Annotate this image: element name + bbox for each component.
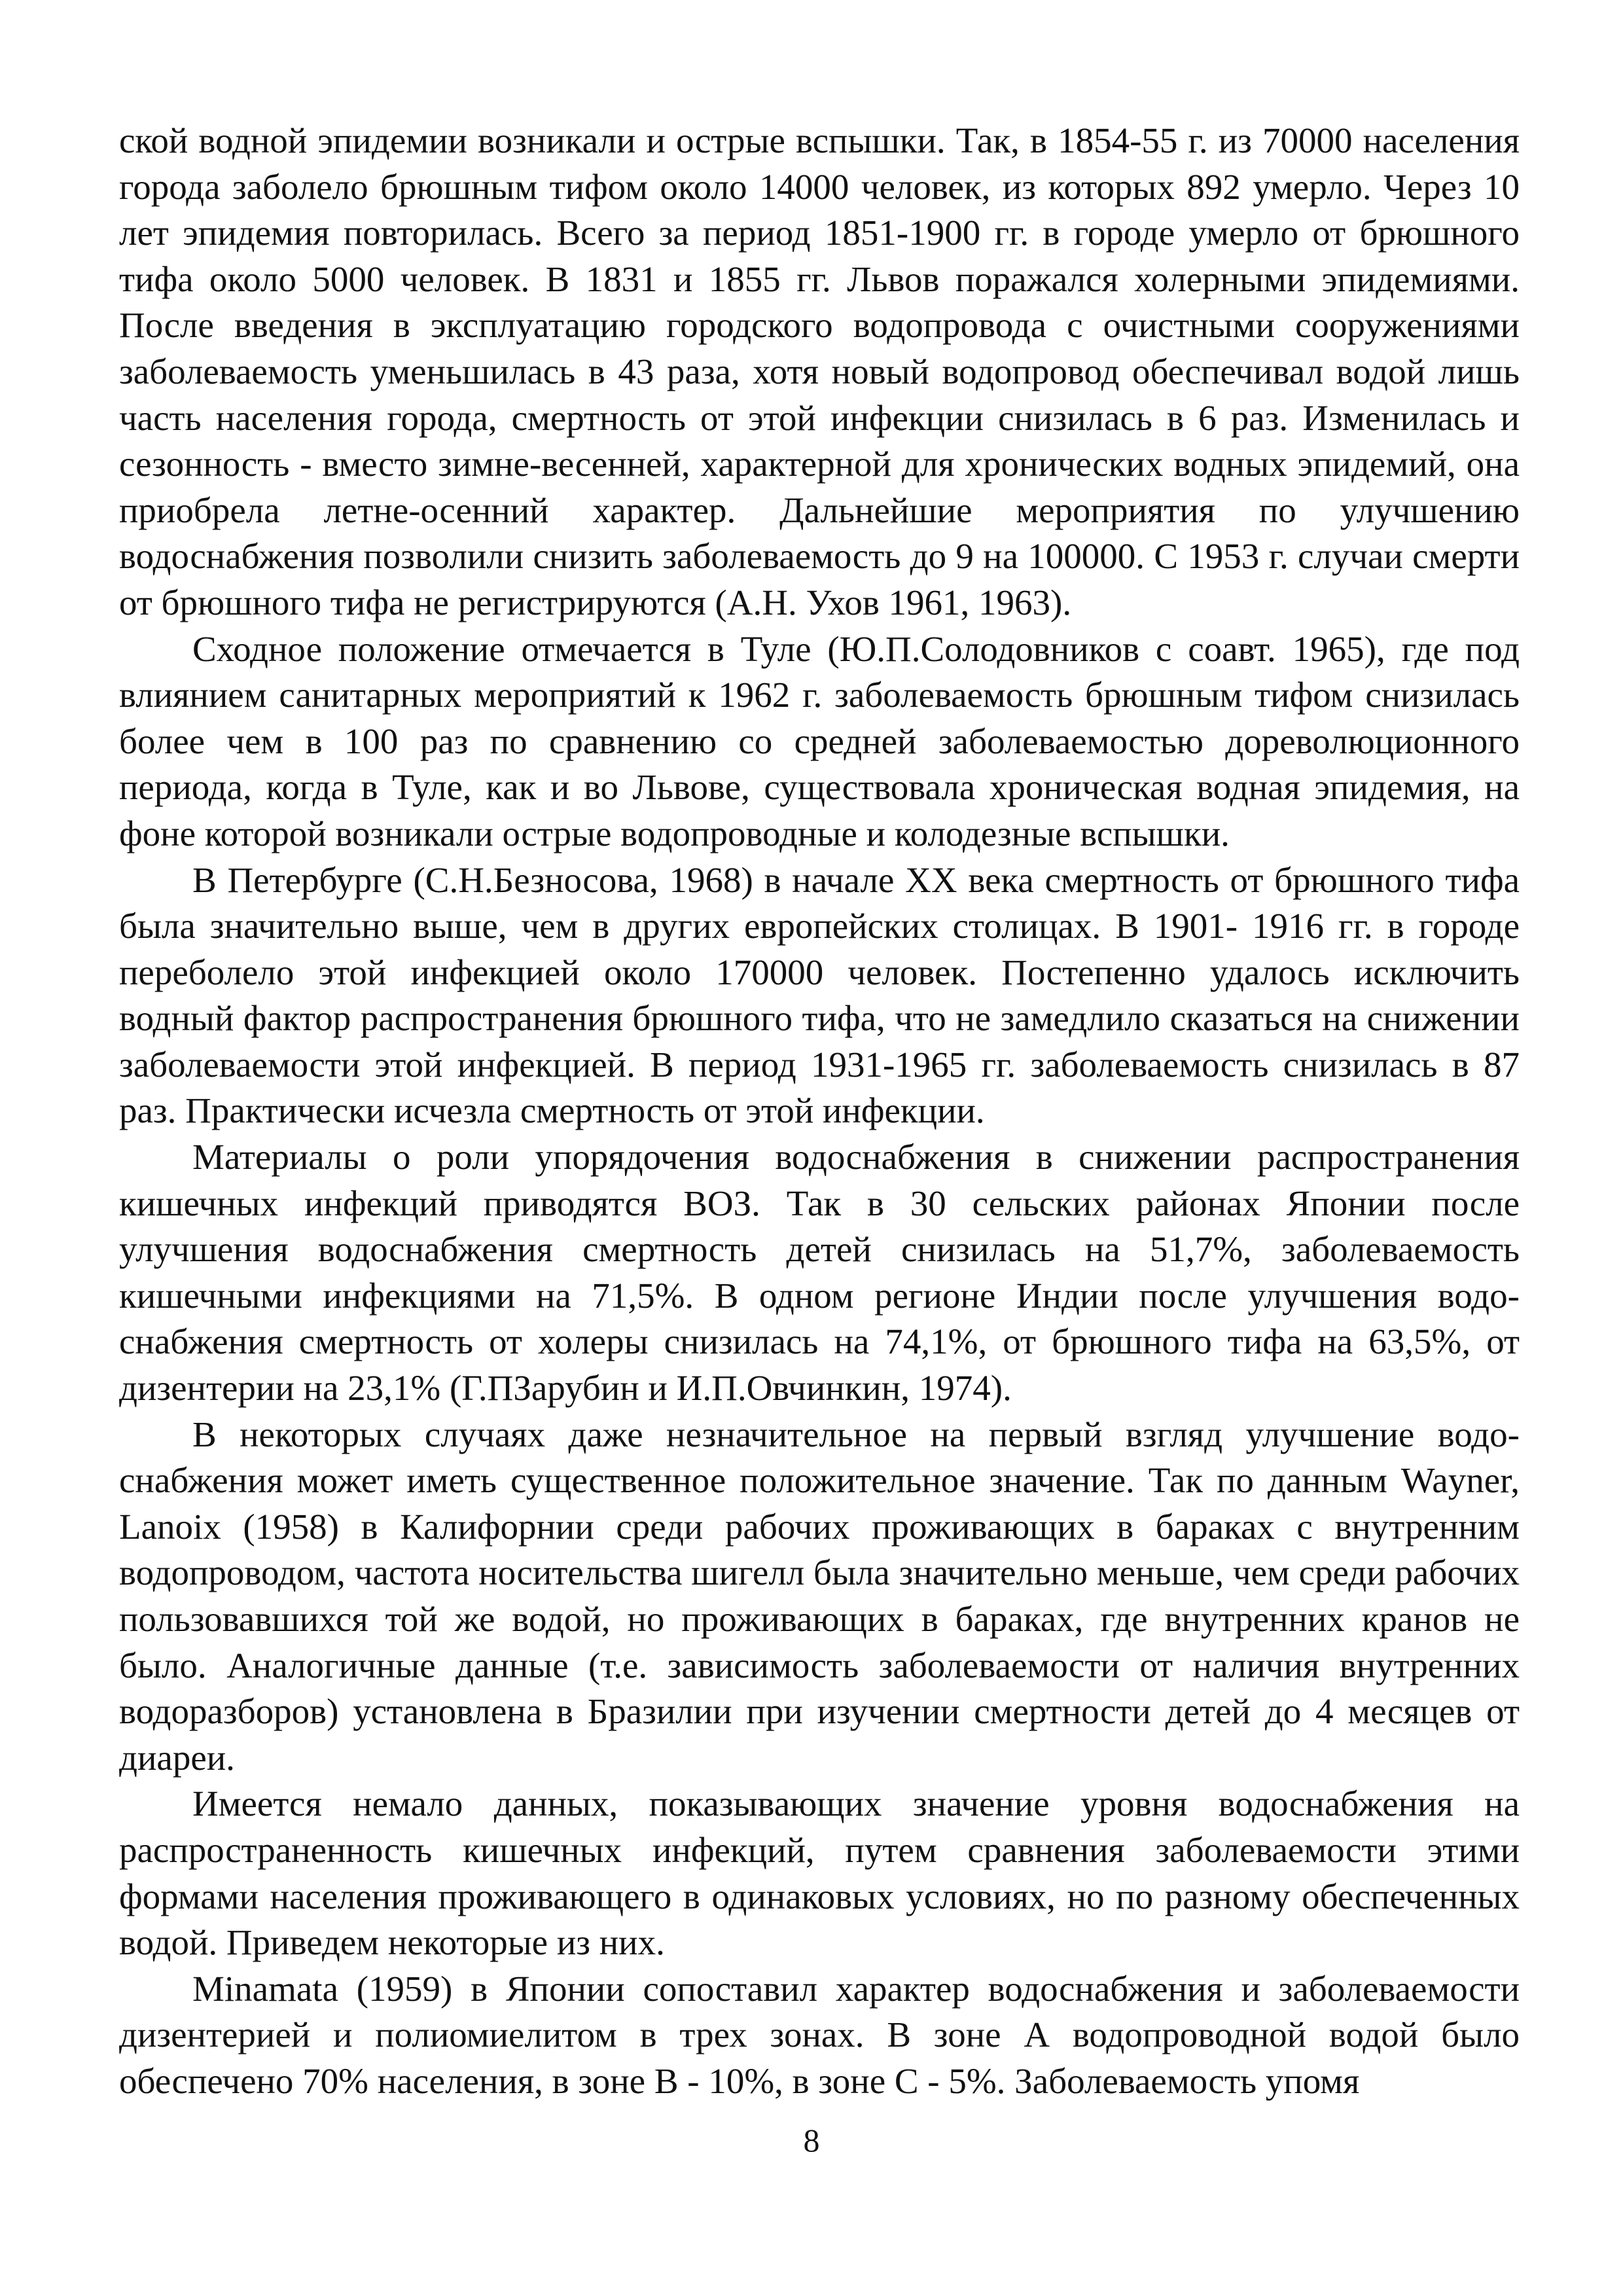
paragraph-lviv-epidemics: ской водной эпидемии возникали и острые вспышки. Так, в 1854-55 г. из 70000 населения города заболело брюшным тифом около 14000 человек, из которых 892 умерло. Через 10 лет эпидемия повторилась. Всего за период 1851-1900 гг. в городе умерло от брюшного тифа около 5000 человек. В 1831 и 1855 гг. Львов поражался холерными эпидемиями. После введения в эксплуатацию городского водопровода с очистными сооружениями заболеваемость уменьшилась в 43 раза, хотя новый водопровод обеспечивал водой лишь часть населения города, смертность от этой инфекции снизилась в 6 раз. Изменилась и сезонность - вместо зимне-весенней, характерной для хронических водных эпидемий, она приобрела летне-осенний характер. Дальнейшие мероприятия по улучшению водоснабжения позволили снизить заболеваемость до 9 на 100000. С 1953 г. случаи смерти от брюшного тифа не регистрируются (А.Н. Ухов 1961, 1963). xyxy=(119,120,1520,622)
page-number: 8 xyxy=(803,2122,820,2159)
paragraph-petersburg: В Петербурге (С.Н.Безносова, 1968) в начале XX века смертность от брюшного тифа была значительно выше, чем в других европейских столицах. В 1901- 1916 гг. в городе переболело этой инфекцией около 170000 человек. Постепенно удалось исключить водный фактор распространения брюшного тифа, что не замедлило сказаться на снижении заболеваемости этой инфекцией. В период 1931-1965 гг. заболеваемость снизилась в 87 раз. Практически исчезла смертность от этой инфекции. xyxy=(119,859,1520,1131)
paragraph-california: В некоторых случаях даже незначительное на первый взгляд улучшение водоснабжения может иметь существенное положительное значение. Так по данным Wayner, Lanoix (1958) в Калифорнии среди рабочих проживающих в бараках с внутренним водопроводом, частота носительства шигелл была значительно меньше, чем среди рабочих пользовавшихся той же водой, но проживающих в бараках, где внутренних кранов не было. Аналогичные данные (т.е. зависимость заболеваемости от наличия внутренних водоразборов) установлена в Бразилии при изучении смертности детей до 4 месяцев от диареи. xyxy=(119,1414,1520,1778)
paragraph-tula: Сходное положение отмечается в Туле (Ю.П.Солодовников с соавт. 1965), где под влиянием санитарных мероприятий к 1962 г. заболеваемость брюшным тифом снизилась более чем в 100 раз по сравнению со средней заболеваемостью дореволюционного периода, когда в Туле, как и во Львове, существовала хроническая водная эпидемия, на фоне которой возникали острые водопроводные и колодезные вспышки. xyxy=(119,628,1520,853)
paragraph-comparison: Имеется немало данных, показывающих значение уровня водоснабжения на распространенность кишечных инфекций, путем сравнения заболеваемости этими формами населения проживающего в одинаковых условиях, но по разному обеспеченных водой. Приведем некоторые из них. xyxy=(119,1784,1520,1963)
body-text xyxy=(119,118,1520,2105)
paragraph-minamata: Minamata (1959) в Японии сопоставил характер водоснабжения и заболеваемости дизентерией и полиомиелитом в трех зонах. В зоне А водопроводной водой было обеспечено 70% населения, в зоне В - 10%, в зоне С - 5%. Заболеваемость упомя xyxy=(119,1968,1520,2101)
paragraph-who-materials: Материалы о роли упорядочения водоснабжения в снижении распространения кишечных инфекций приводятся ВОЗ. Так в 30 сельских районах Японии после улучшения водоснабжения смертность детей снизилась на 51,7%, заболеваемость кишечными инфекциями на 71,5%. В одном регионе Индии после улучшения водоснабжения смертность от холеры снизилась на 74,1%, от брюшного тифа на 63,5%, от дизентерии на 23,1% (Г.ПЗарубин и И.П.Овчинкин, 1974). xyxy=(119,1137,1520,1408)
